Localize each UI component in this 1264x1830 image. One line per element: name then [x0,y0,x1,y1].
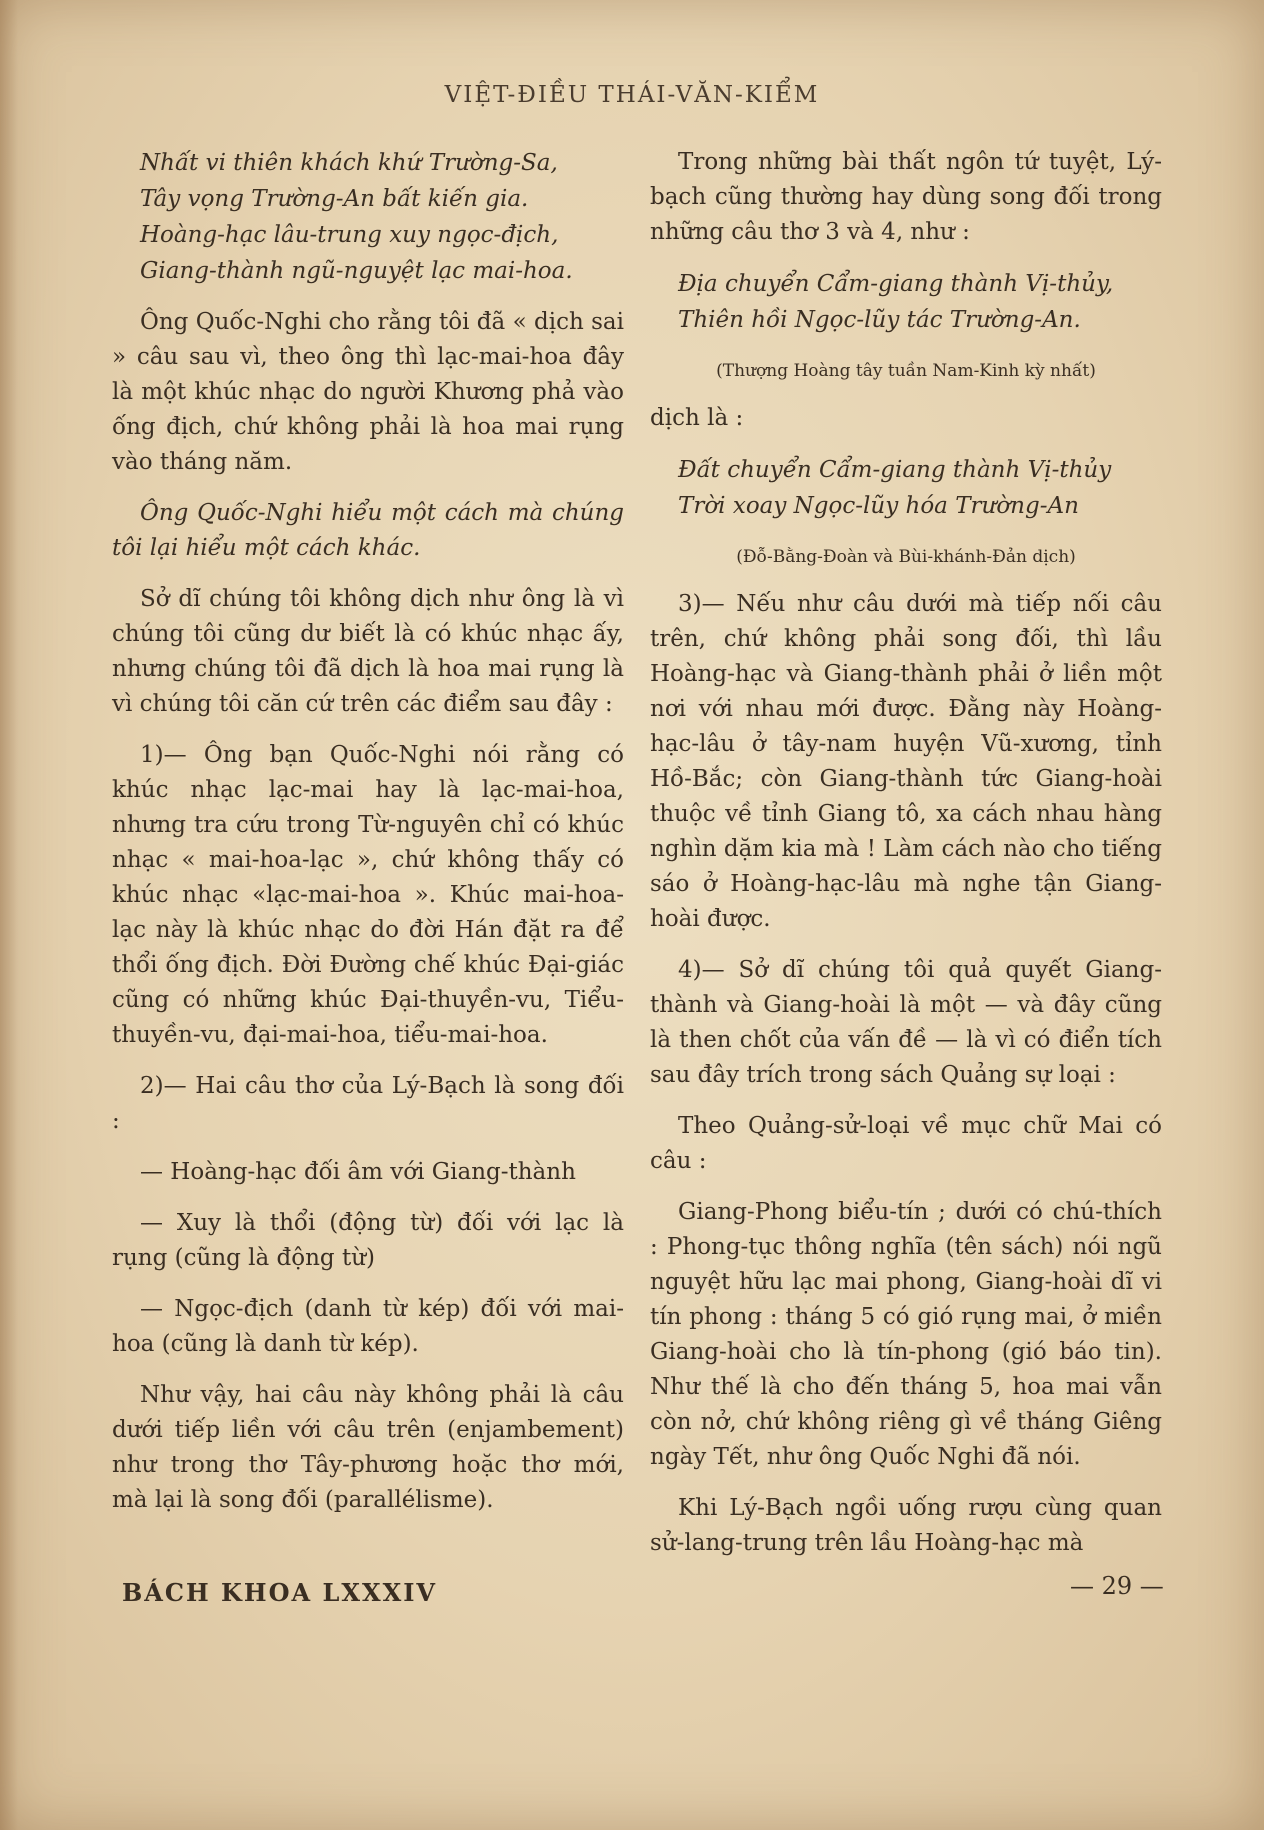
point-4: 4)— Sở dĩ chúng tôi quả quyết Giang-thành và Giang-hoài là một — và đây cũng là then chốt của vấn đề — là vì có điển tích sau đây trích trong sách Quảng sự loại : [650,957,1162,1088]
translator-note: (Đỗ-Bằng-Đoàn và Bùi-khánh-Đản dịch) [736,547,1076,567]
paragraph: Trong những bài thất ngôn tứ tuyệt, Lý-bạch cũng thường hay dùng song đối trong những câu thơ 3 và 4, như : [650,149,1162,245]
verse-line: Địa chuyển Cẩm-giang thành Vị-thủy, [678,271,1114,297]
paragraph-italic: Ông Quốc-Nghi hiểu một cách mà chúng tôi lại hiểu một cách khác. [112,500,624,561]
paragraph: Khi Lý-Bạch ngồi uống rượu cùng quan sử-lang-trung trên lầu Hoàng-hạc mà [650,1495,1162,1556]
verse-line: Hoàng-hạc lâu-trung xuy ngọc-địch, [140,222,559,248]
poem-verse-3 [650,452,1162,524]
verse-line: Đất chuyển Cẩm-giang thành Vị-thủy [678,457,1112,483]
verse-line: Giang-thành ngũ-nguyệt lạc mai-hoa. [140,258,573,284]
verse-line: Nhất vi thiên khách khứ Trường-Sa, [140,150,558,176]
dash-item: — Hoàng-hạc đối âm với Giang-thành [140,1159,576,1185]
verse-line: Tây vọng Trường-An bất kiến gia. [140,186,529,212]
paragraph: Như vậy, hai câu này không phải là câu dưới tiếp liền với câu trên (enjambement) như trong thơ Tây-phương hoặc thơ mới, mà lại là song đối (parallélisme). [112,1382,624,1513]
paragraph: dịch là : [650,405,744,431]
point-3: 3)— Nếu như câu dưới mà tiếp nối câu trên, chứ không phải song đối, thì lầu Hoàng-hạc và Giang-thành phải ở liền một nơi với nhau mới được. Đằng này Hoàng-hạc-lâu ở tây-nam huyện Vũ-xương, tỉnh Hồ-Bắc; còn Giang-thành tức Giang-hoài thuộc về tỉnh Giang tô, xa cách nhau hàng nghìn dặm kia mà ! Làm cách nào cho tiếng sáo ở Hoàng-hạc-lâu mà nghe tận Giang-hoài được. [650,591,1162,932]
paragraph: Giang-Phong biểu-tín ; dưới có chú-thích : Phong-tục thông nghĩa (tên sách) nói ngũ nguyệt hữu lạc mai phong, Giang-hoài dĩ vi tín phong : tháng 5 có gió rụng mai, ở miền Giang-hoài cho là tín-phong (gió báo tin). Như thế là cho đến tháng 5, hoa mai vẫn còn nở, chứ không riêng gì về tháng Giêng ngày Tết, như ông Quốc Nghi đã nói. [650,1199,1162,1470]
paragraph: Sở dĩ chúng tôi không dịch như ông là vì chúng tôi cũng dư biết là có khúc nhạc ấy, nhưng chúng tôi đã dịch là hoa mai rụng là vì chúng tôi căn cứ trên các điểm sau đây : [112,586,624,717]
point-1: 1)— Ông bạn Quốc-Nghi nói rằng có khúc nhạc lạc-mai hay là lạc-mai-hoa, nhưng tra cứu trong Từ-nguyên chỉ có khúc nhạc « mai-hoa-lạc », chứ không thấy có khúc nhạc «lạc-mai-hoa ». Khúc mai-hoa-lạc này là khúc nhạc do đời Hán đặt ra để thổi ống địch. Đời Đường chế khúc Đại-giác cũng có những khúc Đại-thuyền-vu, Tiểu-thuyền-vu, đại-mai-hoa, tiểu-mai-hoa. [112,742,624,1048]
verse-line: Thiên hồi Ngọc-lũy tác Trường-An. [678,307,1081,333]
running-header: VIỆT-ĐIỀU THÁI-VĂN-KIỂM [444,82,820,108]
poem-verse-2 [650,266,1162,338]
dash-item: — Ngọc-địch (danh từ kép) đối với mai-hoa (cũng là danh từ kép). [112,1296,624,1357]
dash-item: — Xuy là thổi (động từ) đối với lạc là rụng (cũng là động từ) [112,1210,624,1271]
right-column [650,145,1162,1577]
poem-source-note: (Thượng Hoàng tây tuần Nam-Kinh kỳ nhất) [716,361,1096,381]
paragraph: Ông Quốc-Nghi cho rằng tôi đã « dịch sai » câu sau vì, theo ông thì lạc-mai-hoa đây là một khúc nhạc do người Khương phả vào ống địch, chứ không phải là hoa mai rụng vào tháng năm. [112,309,624,475]
binding-edge [0,0,18,1830]
verse-line: Trời xoay Ngọc-lũy hóa Trường-An [678,493,1079,519]
page-number: — 29 — [1070,1572,1164,1600]
journal-title: BÁCH KHOA LXXXIV [122,1578,438,1607]
point-2: 2)— Hai câu thơ của Lý-Bạch là song đối : [112,1073,624,1134]
left-column [112,145,624,1534]
poem-verse-1 [112,145,624,289]
paragraph: Theo Quảng-sử-loại về mục chữ Mai có câu : [650,1113,1162,1174]
